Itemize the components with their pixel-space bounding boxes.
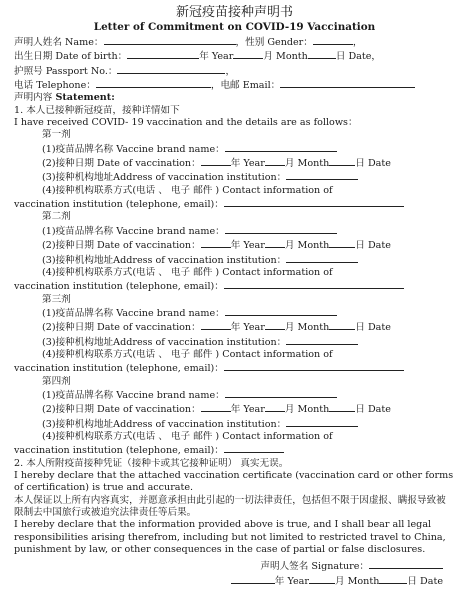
name-field[interactable] [104,35,236,45]
item2-cn: 2. 本人所附疫苗接种凭证（接种卡或其它接种证明） 真实无误。 [14,457,289,469]
item1-en: I have received COVID- 19 vaccination and the details are as follows： [14,117,358,129]
dose-3-date-row: (2)接种日期 Date of vaccination： 年 Year 月 Month 日 Date [42,322,391,334]
birth-day-field[interactable] [308,49,336,59]
name-gender-row: 声明人姓名 Name： ，性别 Gender： ， [14,37,363,48]
title-chinese: 新冠疫苗接种声明书 [175,5,293,20]
passport-field[interactable] [117,64,225,74]
item1-cn: 1. 本人已接种新冠疫苗，接种详情如下 [14,104,180,116]
title-english: Letter of Commitment on COVID-19 Vaccination [93,21,376,33]
sign-day-field[interactable] [379,574,407,584]
phone-field[interactable] [96,78,211,88]
dose-2-date-row: (2)接种日期 Date of vaccination： 年 Year 月 Month 日 Date [42,240,391,252]
item2-en: I hereby declare that the attached vaccination certificate (vaccination card or other forms of certification) is true and accurate. [14,470,454,494]
signature-date-row: 年 Year 月 Month 日 Date [14,574,455,588]
signature-field[interactable] [369,559,443,569]
sign-year-field[interactable] [231,574,275,584]
birth-row: 出生日期 Date of birth： 年 Year 月 Month 日 Date， [14,51,382,63]
dose-1-contact-row: (4)接种机构联系方式(电话 、 电子 邮件 ) Contact information of [42,184,333,196]
dose-3-contact-row2: vaccination institution (telephone, email)： [14,361,455,375]
phone-email-row [14,78,455,92]
signature-label: 声明人签名 Signature： [260,561,369,573]
dose-2-contact-row2: vaccination institution (telephone, email)： [14,279,455,293]
passport-row: 护照号 Passport No.： ， [14,65,236,77]
dose-2-brand-row: (1)疫苗品牌名称 Vaccine brand name： [14,224,455,238]
item3-cn: 本人保证以上所有内容真实，并愿意承担由此引起的一切法律责任，包括但不限于因虚报、瞒报导致被限制去中国旅行或被追究法律责任等后果。 [14,494,446,519]
name-label: 声明人姓名 Name： [14,37,104,48]
birth-month-field[interactable] [233,49,263,59]
item3-en: I hereby declare that the information provided above is true, and I shall bear all legal responsibilities arising therefrom, including but not limited to restricted travel to China, punishment by law, or other consequences in the case of partial or false disclosures. [14,519,446,556]
signature-row [14,559,455,573]
dose-1-date-row: (2)接种日期 Date of vaccination： 年 Year 月 Month 日 Date [42,158,391,170]
dose-4-contact-row: (4)接种机构联系方式(电话 、 电子 邮件 ) Contact information of [42,430,333,442]
dose-2-contact-row: (4)接种机构联系方式(电话 、 电子 邮件 ) Contact information of [42,266,333,278]
statement-heading: 声明内容 Statement: [14,92,115,104]
dose-3-brand-row: (1)疫苗品牌名称 Vaccine brand name： [14,306,455,320]
dose-1-brand-field[interactable] [225,142,337,152]
dose-1-brand-row: (1)疫苗品牌名称 Vaccine brand name： [14,142,455,156]
dose-4-contact-row2: vaccination institution (telephone, email)： [14,443,455,457]
gender-label: ，性别 Gender： [235,37,313,48]
dose-4-address-row: (3)接种机构地址Address of vaccination institution： [14,417,455,431]
email-label: ，电邮 Email： [210,80,281,92]
sign-month-field[interactable] [309,574,335,584]
birth-year-field[interactable] [127,49,199,59]
dose-3-contact-row: (4)接种机构联系方式(电话 、 电子 邮件 ) Contact information of [42,348,333,360]
dose-4-date-row: (2)接种日期 Date of vaccination： 年 Year 月 Month 日 Date [42,404,391,416]
dose-1-title: 第一剂 [42,129,71,141]
dose-4-brand-row: (1)疫苗品牌名称 Vaccine brand name： [14,388,455,402]
dose-3-address-row: (3)接种机构地址Address of vaccination institution： [14,335,455,349]
dose-2-title: 第二剂 [42,211,71,223]
dose-2-address-row: (3)接种机构地址Address of vaccination institution： [14,253,455,267]
dose-3-title: 第三剂 [42,293,71,305]
email-field[interactable] [280,78,415,88]
birth-label: 出生日期 Date of birth： [14,51,128,63]
dose-4-title: 第四剂 [42,375,71,387]
dose-1-address-row: (3)接种机构地址Address of vaccination institution： [14,170,455,184]
gender-field[interactable] [313,35,353,45]
passport-label: 护照号 Passport No.： [14,65,118,77]
phone-label: 电话 Telephone： [14,80,96,92]
dose-1-contact-row2: vaccination institution (telephone, email)： [14,197,455,211]
